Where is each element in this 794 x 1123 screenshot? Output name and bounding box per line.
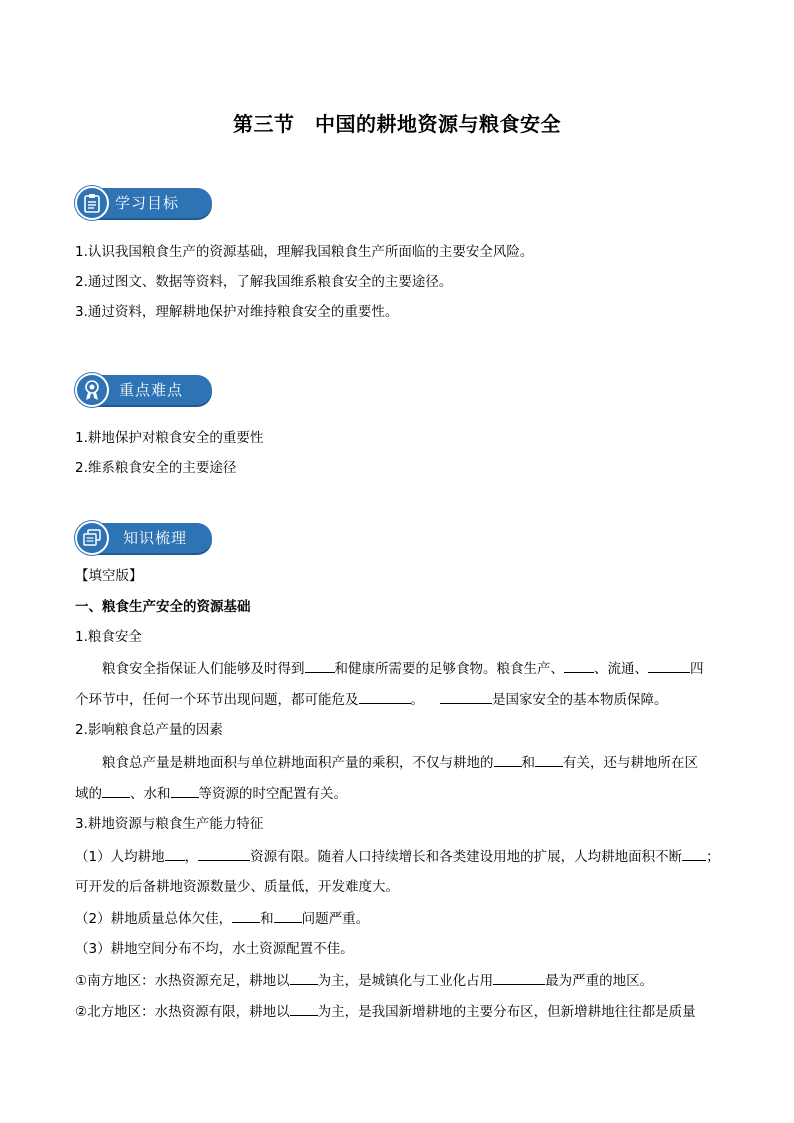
fill-blank[interactable] <box>682 846 706 861</box>
fill-version-label: 【填空版】 <box>75 568 143 584</box>
section-label: 知识梳理 <box>123 529 188 547</box>
paragraph-line: 可开发的后备耕地资源数量少、质量低，开发难度大。 <box>75 879 399 895</box>
paragraph-line: 粮食总产量是耕地面积与单位耕地面积产量的乘积，不仅与耕地的 和 有关，还与耕地所在区 <box>102 752 752 773</box>
fill-blank[interactable] <box>648 658 690 673</box>
fill-blank[interactable] <box>535 752 563 767</box>
objective-item: 3.通过资料，理解耕地保护对维持粮食安全的重要性。 <box>75 304 399 320</box>
fill-blank[interactable] <box>274 908 302 923</box>
paragraph-line: 粮食安全指保证人们能够及时得到 和健康所需要的足够食物。粮食生产、 、流通、 四 <box>102 658 752 679</box>
paragraph-line: ②北方地区：水热资源有限，耕地以 为主，是我国新增耕地的主要分布区，但新增耕地往往都是质量 <box>75 1001 725 1022</box>
fill-blank[interactable] <box>440 689 492 704</box>
fill-blank[interactable] <box>165 846 185 861</box>
paragraph-line: （3）耕地空间分布不均，水土资源配置不佳。 <box>75 941 354 957</box>
fill-blank[interactable] <box>290 1001 318 1016</box>
fill-blank[interactable] <box>198 846 250 861</box>
objective-item: 1.认识我国粮食生产的资源基础，理解我国粮食生产所面临的主要安全风险。 <box>75 244 534 260</box>
fill-blank[interactable] <box>305 658 335 673</box>
fill-blank[interactable] <box>494 752 522 767</box>
clipboard-icon <box>75 186 109 220</box>
section-label: 重点难点 <box>119 381 184 399</box>
page-title: 第三节 中国的耕地资源与粮食安全 <box>233 112 561 136</box>
sub-heading: 3.耕地资源与粮食生产能力特征 <box>75 816 264 832</box>
sub-heading: 2.影响粮食总产量的因素 <box>75 722 223 738</box>
fill-blank[interactable] <box>232 908 260 923</box>
section-label: 学习目标 <box>115 194 180 212</box>
fill-blank[interactable] <box>171 783 199 798</box>
stacked-pages-icon <box>75 521 109 555</box>
section-heading: 一、粮食生产安全的资源基础 <box>75 599 251 615</box>
objective-item: 2.通过图文、数据等资料，了解我国维系粮食安全的主要途径。 <box>75 274 453 290</box>
sub-heading: 1.粮食安全 <box>75 629 142 645</box>
paragraph-line: （1）人均耕地 ， 资源有限。随着人口持续增长和各类建设用地的扩展，人均耕地面积不断 ； <box>75 846 725 867</box>
fill-blank[interactable] <box>290 970 318 985</box>
fill-blank[interactable] <box>564 658 594 673</box>
paragraph-line: ①南方地区：水热资源充足，耕地以 为主，是城镇化与工业化占用 最为严重的地区。 <box>75 970 725 991</box>
paragraph-line: 个环节中，任何一个环节出现问题，都可能危及 。 是国家安全的基本物质保障。 <box>75 689 725 710</box>
award-ribbon-icon <box>75 373 109 407</box>
fill-blank[interactable] <box>493 970 545 985</box>
fill-blank[interactable] <box>359 689 411 704</box>
fill-blank[interactable] <box>102 783 130 798</box>
paragraph-line: 域的 、水和 等资源的时空配置有关。 <box>75 783 725 804</box>
keypoint-item: 1.耕地保护对粮食安全的重要性 <box>75 430 264 446</box>
paragraph-line: （2）耕地质量总体欠佳， 和 问题严重。 <box>75 908 725 929</box>
keypoint-item: 2.维系粮食安全的主要途径 <box>75 460 237 476</box>
